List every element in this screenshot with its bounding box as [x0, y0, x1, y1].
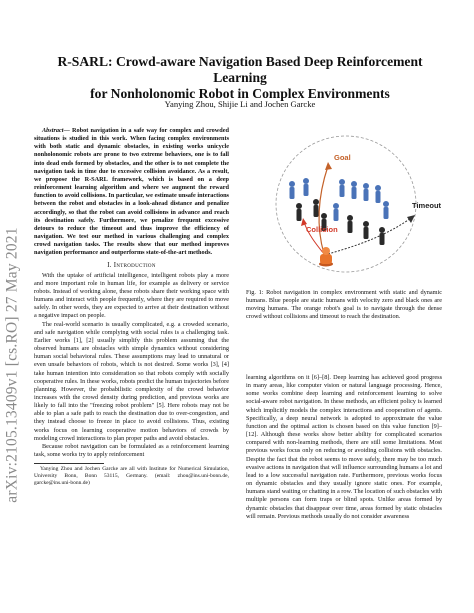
crowd-navigation-illustration [246, 126, 446, 282]
abstract-label: Abstract [42, 127, 64, 134]
right-column-paragraph: learning algorithms on it [6]–[8]. Deep learning has achieved good progress in many areas, like computer vision or natural language processing. Hence, some works combine deep learning and reinforcement learning to solve social-aware robot navigation. In these methods, an efficient policy is learned which implicitly models the complex interactions and cooperation of agents. Specifically, a deep neural network is adopted to approximate the value function and the optimal action is chosen based on this value function [9]–[12]. Although these works show better ability for complicated scenarios compared with non-learning methods, there are still some limitations. Most previous works focus only on reducing or avoiding collisions with obstacles. Despite the fact that the robot seems to move safely, there may be too much evasive actions in navigation that will influence surrounding humans a lot and lead to a low successful navigation rate. Furthermore, previous works focus on dynamic obstacles and they usually ignore static ones. For example, humans stand waiting or chatting in a row. The location of such obstacles with multiple persons can form traps or blind spots. Unlike areas formed by dynamic obstacles that disappear over time, areas formed by static obstacles will remain. Previous methods usually do not consider awareness [246, 374, 442, 520]
goal-label: Goal [334, 153, 351, 162]
path-to-timeout-arrow [328, 218, 411, 254]
paper-title [30, 54, 450, 102]
author-list: Yanying Zhou, Shijie Li and Jochen Garcke [164, 99, 316, 109]
title-line-2: for Nonholonomic Robot in Complex Environments [90, 86, 390, 101]
goal-arrowhead [325, 162, 332, 170]
figure-robot-navigation [246, 126, 446, 282]
title-line-1: R-SARL: Crowd-aware Navigation Based Deep Reinforcement Learning [57, 54, 423, 85]
path-to-goal-arrow [319, 166, 328, 254]
intro-paragraph-2: The real-world scenario is usually complicated, e.g. a crowded scenario, and safe navigation while complying with social rules is a challenging task. Earlier works [1], [2] usually simplify this problem assuming that the observed humans are obstacles with simple dynamics without considering human social behavioral rules. These assumptions may lead to unnatural or even unsafe behaviors of robots, which is not desired. Some works [3], [4] take human intention into consideration so that robots comply with socially cooperative rules. In these works, robots predict the human trajectories before planning. However, the probabilistic complexity of the crowd behavior increases with the crowd density during prediction, and previous works are likely to fall into the "freezing robot problem" [5]. Here robots may not be able to plan a safe path to reach the destination due to over-congestion, and they instead choose to freeze in place to avoid collisions. Thus, existing works focus on learning cooperative motion behaviors of crowds by modeling crowd interactions to plan proper paths and avoid obstacles. [34, 320, 229, 442]
intro-paragraph-3: Because robot navigation can be formulated as a reinforcement learning task, some works try to apply reinforcement [34, 442, 229, 459]
moving-humans [296, 199, 385, 245]
arxiv-id: arXiv:2105.13409v1 [cs.RO] 27 May 2021 [4, 227, 22, 503]
arxiv-identifier-stamp [2, 150, 24, 580]
timeout-label: Timeout [412, 201, 442, 210]
abstract-text: — Robot navigation in a safe way for complex and crowded situations is studied in this work. When facing complex environments with both static and dynamic obstacles, in existing works unicycle nonholonomic robots are prone to two extreme behaviors, one is to fall into dead ends formed by obstacles, and the other is to not complete the navigation task in time due to excessive collision avoidance. As a result, we propose the R-SARL framework, which is based on a deep reinforcement learning algorithm and where we augment the reward function to avoid collisions. In particular, we estimate unsafe interactions between the robot and obstacles in a look-ahead distance and penalize accordingly, so that the robot can avoid collisions in advance and reach its destination safely. Furthermore, we penalize frequent excessive detours to reduce the timeout and thus improve the efficiency of navigation. We test our method in various challenging and complex crowd navigation tasks. The results show that our method improves navigation performance and outperforms state-of-the-art methods. [34, 127, 229, 257]
footnote-divider [34, 463, 104, 464]
right-column [246, 374, 442, 521]
left-column [34, 127, 229, 487]
static-humans [289, 178, 389, 221]
intro-paragraph-1: With the uptake of artificial intelligence, intelligent robots play a more and more important role in human life, for example as delivery or service robots. Instead of working alone, these robots share their working space with humans and interact with people frequently, where they are required to move safely. In other words, they are expected to arrive at their destination without a negative impact on people. [34, 271, 229, 320]
figure-caption: Fig. 1: Robot navigation in complex environment with static and dynamic humans. Blue people are static humans with velocity zero and black ones are moving humans. The orange robot's goal is to navigate through the dense crowd without collisions and timeout to reach the destination. [246, 289, 442, 321]
collision-label: Collision [306, 225, 338, 234]
section-heading-introduction: I. Introduction [107, 261, 156, 269]
author-affiliation-footnote: Yanying Zhou and Jochen Garcke are all with Institute for Numerical Simulation, University Bonn, Bonn 53115, Germany. (email: zhou@ins.uni-bonn.de, garcke@ins.uni-bonn.de) [34, 466, 229, 486]
timeout-arrowhead [407, 215, 415, 223]
abstract [34, 127, 229, 258]
